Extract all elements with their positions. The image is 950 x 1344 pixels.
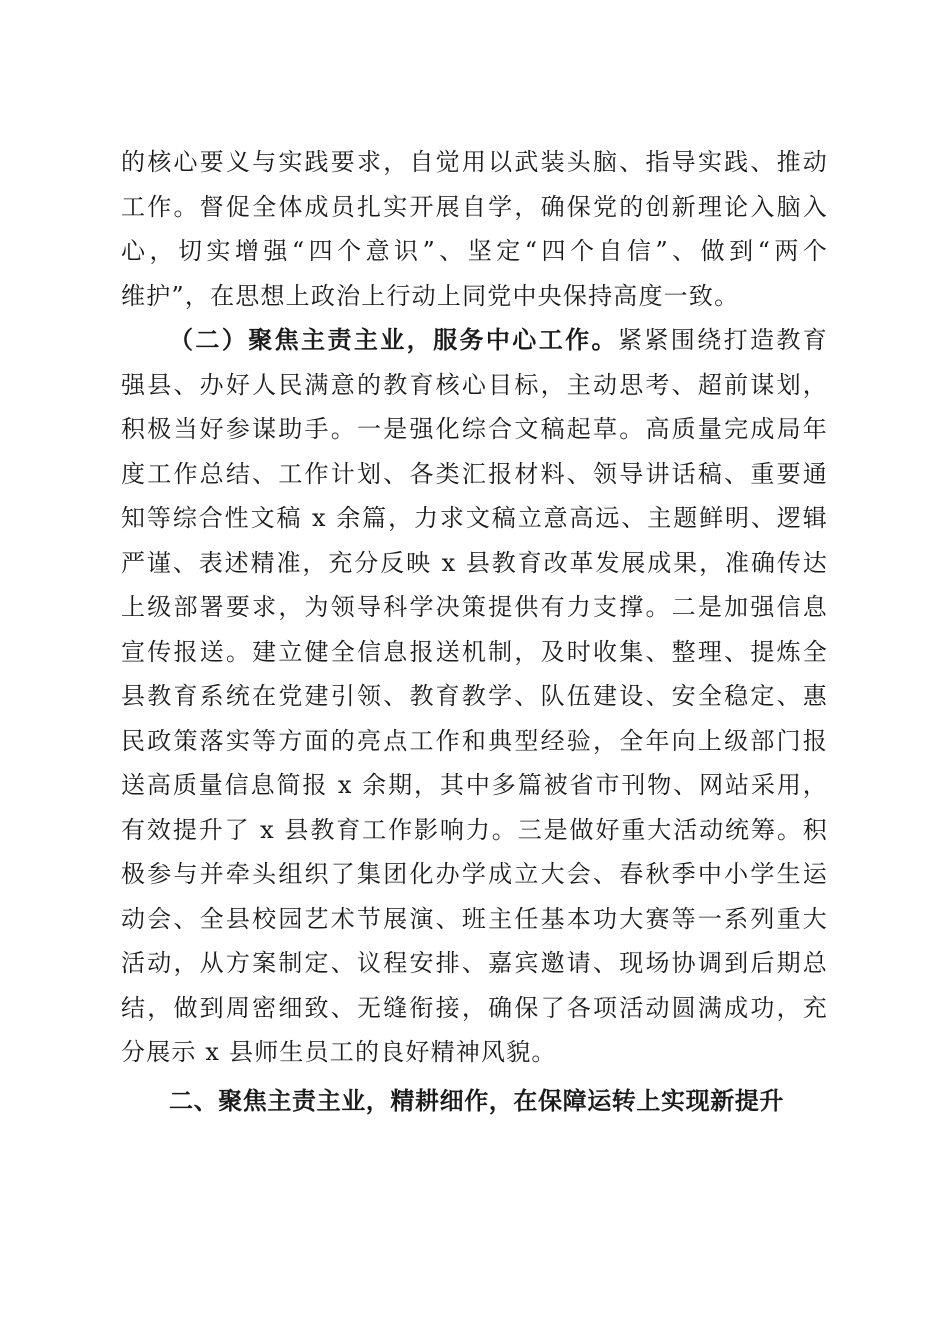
text-run: 紧紧围绕打造教育: [617, 326, 828, 354]
text-line: 县教育系统在党建引领、教育教学、队伍建设、安全稳定、惠: [121, 682, 828, 710]
text-line: 分展示 x 县师生员工的良好精神风貌。: [121, 1038, 557, 1066]
text-line: 知等综合性文稿 x 余篇，力求文稿立意高远、主题鲜明、逻辑: [121, 504, 828, 532]
text-line: 强县、办好人民满意的教育核心目标，主动思考、超前谋划，: [121, 370, 828, 399]
text-line: 度工作总结、工作计划、各类汇报材料、领导讲话稿、重要通: [121, 459, 828, 488]
text-line: 宣传报送。建立健全信息报送机制，及时收集、整理、提炼全: [121, 637, 828, 666]
text-line: 严谨、表述精准，充分反映 x 县教育改革发展成果，准确传达: [121, 548, 828, 577]
section-heading-text: 二、聚焦主责主业，精耕细作，在保障运转上实现新提升: [169, 1086, 784, 1115]
paragraph-2-first-line: [121, 318, 828, 363]
section-heading-2: [121, 1079, 828, 1124]
text-line: 有效提升了 x 县教育工作影响力。三是做好重大活动统筹。积: [121, 815, 828, 844]
text-line: 民政策落实等方面的亮点工作和典型经验，全年向上级部门报: [121, 726, 828, 755]
text-line: 动会、全县校园艺术节展演、班主任基本功大赛等一系列重大: [121, 904, 828, 933]
text-line: 送高质量信息简报 x 余期，其中多篇被省市刊物、网站采用，: [121, 771, 828, 799]
text-line: 积极当好参谋助手。一是强化综合文稿起草。高质量完成局年: [121, 415, 828, 443]
text-line: 维护”，在思想上政治上行动上同党中央保持高度一致。: [121, 281, 740, 310]
text-line: 上级部署要求，为领导科学决策提供有力支撑。二是加强信息: [121, 593, 828, 621]
paragraph-1: [121, 140, 828, 318]
subheading-2: （二）聚焦主责主业，服务中心工作。: [169, 326, 618, 354]
document-page: [121, 140, 828, 1123]
paragraph-2: [121, 318, 828, 1075]
text-line: 极参与并牵头组织了集团化办学成立大会、春秋季中小学生运: [121, 860, 828, 888]
text-line: 结，做到周密细致、无缝衔接，确保了各项活动圆满成功，充: [121, 993, 828, 1022]
text-line: 的核心要义与实践要求，自觉用以武装头脑、指导实践、推动: [121, 148, 828, 176]
text-line: 工作。督促全体成员扎实开展自学，确保党的创新理论入脑入: [121, 192, 828, 221]
text-line: 活动，从方案制定、议程安排、嘉宾邀请、现场协调到后期总: [121, 949, 828, 977]
text-line: 心，切实增强“四个意识”、坚定“四个自信”、做到“两个: [121, 237, 828, 265]
